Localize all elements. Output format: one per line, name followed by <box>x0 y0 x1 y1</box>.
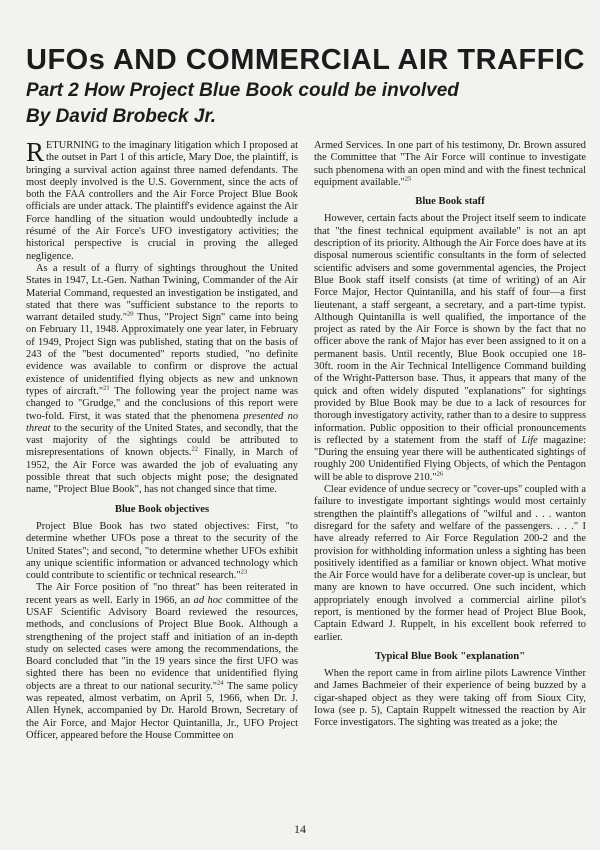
article-subtitle: Part 2 How Project Blue Book could be involved <box>26 80 459 101</box>
paragraph: Armed Services. In one part of his testimony, Dr. Brown assured the Committee that "The Air Force will continue to investigate such phenomena with an open mind and with the finest technical equipment available."$^{25}$ <box>314 140 586 188</box>
left-column <box>26 137 299 742</box>
drop-cap: R <box>26 137 45 167</box>
footnote-ref: 25 <box>404 175 412 183</box>
paragraph: Project Blue Book has two stated objectives: First, "to determine whether UFOs pose a threat to the security of the United States"; and second, "to determine whether UFOs exhibit any unique scientific information or advanced technology which could contribute to scientific or technical research."$^{23}$ <box>26 520 298 582</box>
footnote-ref: 20 <box>127 310 134 318</box>
article-byline: By David Brobeck Jr. <box>26 106 217 127</box>
paragraph: As a result of a flurry of sightings throughout the United States in 1947, Lt.-Gen. Nathan Twining, Commander of the Air Material Command, requested an investigation be instigated, and stated that there was "sufficient substance to the reports to warrant detailed study."$^{20}$ Thus, "Project Sign" came into being on February 11, 1948. Approximately one year later, in February of 1949, Project Sign was published, stating that on the basis of 243 of the "best documented" reports studied, "no definite evidence was available to confirm or disprove the actual existence of unidentified flying objects as new and unknown types of aircraft."$^{21}$ The following year the project name was changed to "Grudge," and the conclusions of this report were two-fold. First, it was stated that the phenomena presented no threat to the security of the United States, and secondly, that the vast majority of the sightings could be attributed to misrepresentations of known objects.$^{22}$ Finally, in March of 1952, the Air Force was awarded the job of evaluating any possible threat that such objects might pose; the designated name, "Project Blue Book", has not changed since that time. <box>26 262 299 496</box>
footnote-ref: 24 <box>217 679 224 687</box>
section-heading: Typical Blue Book "explanation" <box>374 650 526 662</box>
right-column <box>314 140 586 730</box>
paragraph: Clear evidence of undue secrecy or "cover-ups" coupled with a failure to investigate important sightings would most certainly strengthen the plaintiff's allegations of "wilful and . . . wanton disregard for the safety and welfare of the passengers. . . ." I have already referred to Air Force Regulation 200-2 and the provision for withholding information unless a sighting has been positively identified as a familiar or known object. What motive the Air Force would have for a deliberate cover-up is unclear, but many are known to have occurred. One such incident, which appropriately enough involved a commercial airline pilot's report, is mentioned by the former head of Project Blue Book, Captain Edward J. Ruppelt, in his excellent book referred to earlier. <box>314 484 586 643</box>
footnote-ref: 22 <box>191 445 198 453</box>
footnote-ref: 26 <box>436 470 444 478</box>
paragraph: When the report came in from airline pilots Lawrence Vinther and James Bachmeier of their experience of being buzzed by a cigar-shaped object as they were taking off from Sioux City, Iowa (see p. 5), Captain Ruppelt witnessed the reaction by Air Force investigators. The sighting was treated as a joke; the <box>314 668 586 729</box>
paragraph: RETURNING to the imaginary litigation which I proposed at the outset in Part 1 of this article, Mary Doe, the plaintiff, is bringing a survival action against three named defendants. The most deeply involved is the U.S. Government, since the acts of both the FAA controllers and the Air Force Project Blue Book officials are under attack. The plaintiff's evidence against the Air Force handling of the situation would undoubtedly include a résumé of the Air Force's UFO investigatory activities; the historical perspective is crucial in proving the alleged negligence. <box>26 137 298 262</box>
page-number: 14 <box>294 822 306 836</box>
article-title: UFOs AND COMMERCIAL AIR TRAFFIC <box>26 44 585 76</box>
footnote-ref: 21 <box>103 384 110 392</box>
footnote-ref: 23 <box>240 568 248 576</box>
section-heading: Blue Book objectives <box>114 503 210 515</box>
paragraph: However, certain facts about the Project itself seem to indicate that "the finest technical equipment available" is not an apt description of its priority. Although the Air Force does have at its disposal numerous scientific consultants in the form of selected scientific advisers and some governmental agencies, the Project Blue Book staff itself consists (at time of writing) of an Air Force Major, Hector Quintanilla, and his staff of four—a first lieutenant, a staff sergeant, a secretary, and a part-time typist. Although Quintanilla is well qualified, the importance of the project as rated by the Air Force is shown by the fact that no officer above the rank of Major has ever been assigned to it on a permanent basis. Until recently, Blue Book occupied one 18-30ft. room in the Air Technical Intelligence Command building of the Wright-Patterson base. Thus, it appears that many of the quick and often widely disputed "explanations" for sightings provided by Blue Book may be due to a lack of resources for thorough investigatory activity, rather than to a desire to suppress information. Public opposition to their official pronouncements is reflected by a statement from the staff of Life magazine: "During the ensuing year there will be authenticated sightings of roughly 200 Unidentified Flying Objects, of which the Pentagon will be able to disprove 210."$^{26}$ <box>314 213 586 483</box>
paragraph: The Air Force position of "no threat" has been reiterated in recent years as well. Early in 1966, an ad hoc committee of the USAF Scientific Advisory Board reviewed the resources, methods, and conclusions of Project Blue Book. Although a strengthening of the project staff and initiation of an in-depth study on selected cases were among the recommendations, the Board concluded that "in the 19 years since the first UFO was sighted there has been no evidence that unidentified flying objects are a threat to our national security."$^{24}$ The same policy was repeated, almost verbatim, on April 5, 1966, when Dr. J. Allen Hynek, accompanied by Dr. Harold Brown, Secretary of the Air Force, and Major Hector Quintanilla, Jr., UFO Project Officer, appeared before the House Committee on <box>26 582 298 741</box>
section-heading: Blue Book staff <box>415 196 485 208</box>
